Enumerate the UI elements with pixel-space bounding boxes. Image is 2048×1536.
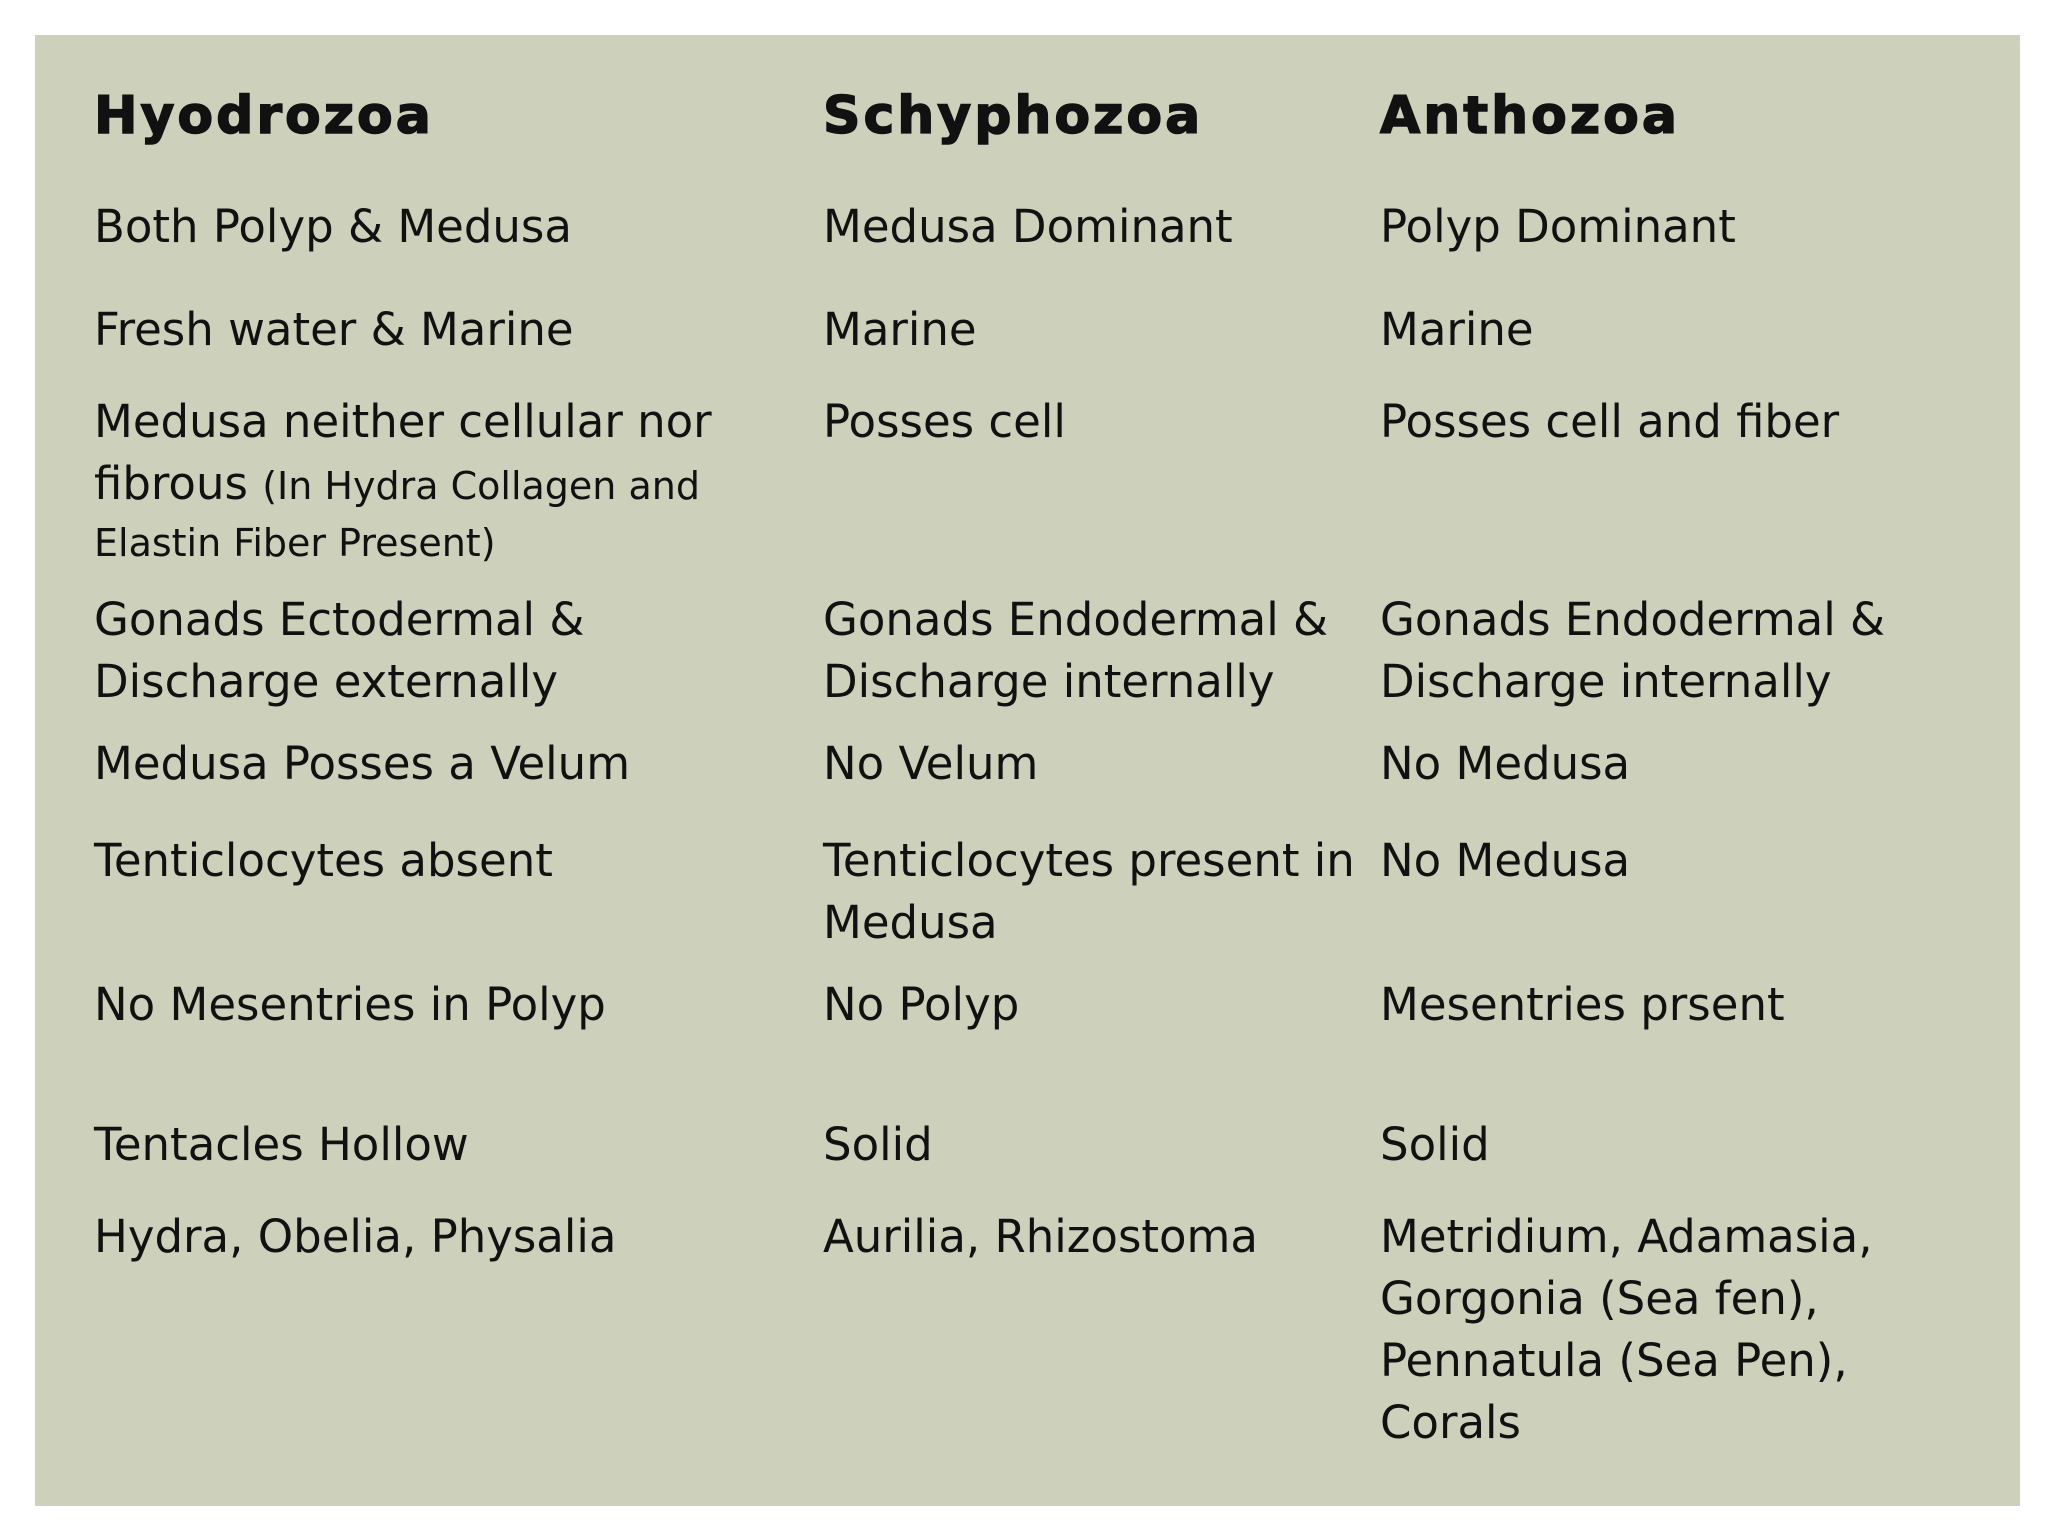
cell-line: Metridium, Adamasia, <box>1380 1210 1873 1263</box>
table-cell <box>823 299 977 361</box>
cell-line: Marine <box>823 303 977 356</box>
cell-line: Gonads Endodermal & <box>1380 593 1886 646</box>
table-cell <box>94 299 574 361</box>
cell-line: Medusa Posses a Velum <box>94 737 631 790</box>
table-cell <box>94 733 630 795</box>
cell-line: Gorgonia (Sea fen), <box>1380 1272 1819 1325</box>
cell-line: Fresh water & Marine <box>94 303 574 356</box>
cell-line: Solid <box>1380 1118 1490 1171</box>
table-cell <box>1380 974 1785 1036</box>
cell-line: Tenticlocytes absent <box>94 834 553 887</box>
column-header-schyphozoa: Schyphozoa <box>823 86 1204 146</box>
table-cell <box>823 974 1019 1036</box>
cell-line: No Velum <box>823 737 1039 790</box>
cell-line: Posses cell and fiber <box>1380 395 1840 448</box>
table-cell <box>1380 1206 1873 1454</box>
cell-line: No Polyp <box>823 978 1020 1031</box>
cell-line <box>94 453 712 517</box>
cell-line: Gonads Endodermal & <box>823 593 1329 646</box>
table-cell <box>1380 589 1885 713</box>
cell-line: Marine <box>1380 303 1534 356</box>
table-cell <box>823 1206 1258 1268</box>
cell-line: Aurilia, Rhizostoma <box>823 1210 1258 1263</box>
cell-line: No Mesentries in Polyp <box>94 978 606 1031</box>
cell-line: Tentacles Hollow <box>94 1118 469 1171</box>
table-cell <box>94 1206 616 1268</box>
cell-line: Gonads Ectodermal & <box>94 593 585 646</box>
table-cell <box>1380 299 1534 361</box>
table-cell <box>1380 830 1630 892</box>
table-cell <box>823 733 1038 795</box>
cell-line: No Medusa <box>1380 834 1631 887</box>
cell-line: No Medusa <box>1380 737 1631 790</box>
cell-line: Medusa neither cellular nor <box>94 395 712 448</box>
cell-line: Discharge externally <box>94 655 558 708</box>
cell-text: fibrous <box>94 457 248 510</box>
table-cell <box>94 974 606 1036</box>
table-cell <box>1380 733 1630 795</box>
table-cell <box>94 391 712 569</box>
cell-line: Solid <box>823 1118 933 1171</box>
cell-note: (In Hydra Collagen and <box>262 464 700 508</box>
table-cell <box>823 196 1233 258</box>
column-header-anthozoa: Anthozoa <box>1380 86 1680 146</box>
column-header-hyodrozoa: Hyodrozoa <box>94 86 434 146</box>
cell-line: Medusa <box>823 896 998 949</box>
table-cell <box>94 196 572 258</box>
cell-line: Pennatula (Sea Pen), <box>1380 1334 1848 1387</box>
cell-line: Mesentries prsent <box>1380 978 1785 1031</box>
cell-line: Both Polyp & Medusa <box>94 200 572 253</box>
table-cell <box>823 830 1355 954</box>
table-cell <box>1380 391 1839 453</box>
cell-line: Tenticlocytes present in <box>823 834 1355 887</box>
cell-line: Hydra, Obelia, Physalia <box>94 1210 617 1263</box>
table-cell <box>94 589 584 713</box>
cell-line: Posses cell <box>823 395 1066 448</box>
table-cell <box>1380 1114 1490 1176</box>
cell-line: Discharge internally <box>823 655 1275 708</box>
cell-line: Medusa Dominant <box>823 200 1233 253</box>
table-cell <box>1380 196 1736 258</box>
table-cell <box>94 1114 469 1176</box>
cell-line: Polyp Dominant <box>1380 200 1736 253</box>
cell-line: Corals <box>1380 1396 1521 1449</box>
table-cell <box>94 830 553 892</box>
table-cell <box>823 391 1066 453</box>
cell-note-line: Elastin Fiber Present) <box>94 521 496 565</box>
cell-line: Discharge internally <box>1380 655 1832 708</box>
table-cell <box>823 589 1328 713</box>
table-cell <box>823 1114 933 1176</box>
